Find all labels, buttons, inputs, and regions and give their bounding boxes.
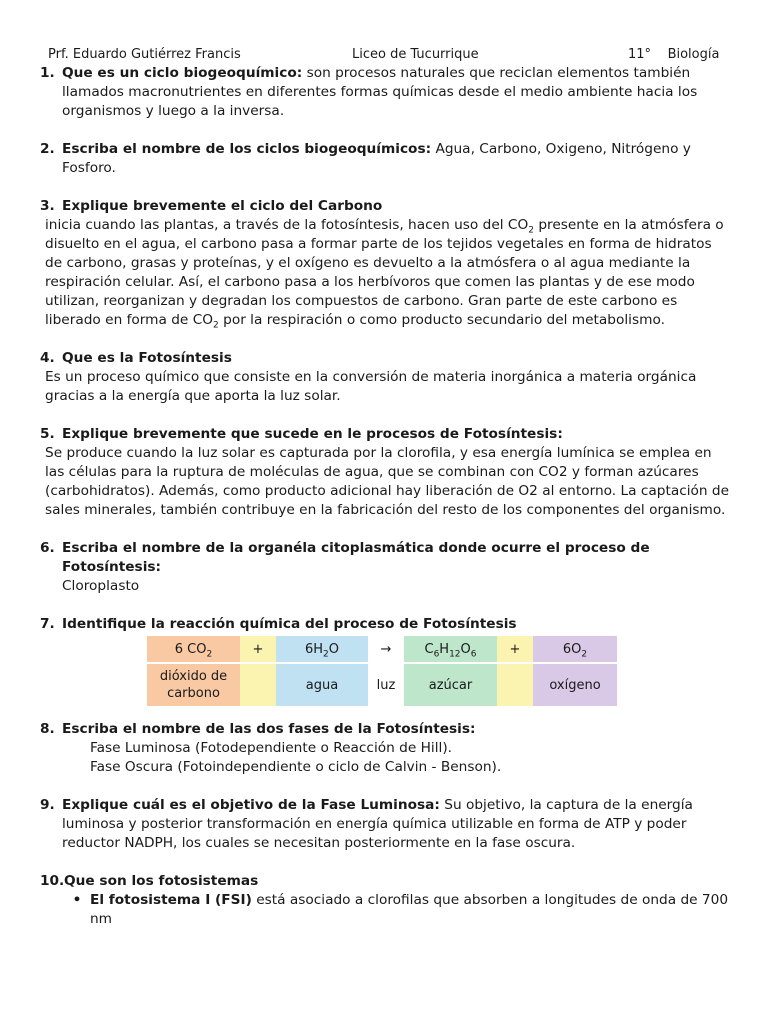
question-3 [40, 197, 730, 216]
question-number: 10. [40, 873, 65, 889]
teacher-name: Prf. Eduardo Gutiérrez Francis [48, 47, 241, 62]
question-10 [40, 872, 730, 891]
question-number: 6. [40, 540, 55, 556]
subject: Biología [667, 47, 720, 62]
question-number: 3. [40, 198, 55, 214]
question-title: Explique brevemente que sucede en le procesos de Fotosíntesis: [62, 426, 563, 442]
question-answer: Cloroplasto [62, 578, 140, 594]
question-number: 9. [40, 797, 55, 813]
question-number: 5. [40, 426, 55, 442]
phase-2: Fase Oscura (Fotoindependiente o ciclo de Calvin - Benson). [90, 759, 502, 775]
plus-sign: + [240, 636, 276, 663]
document-body [40, 64, 730, 929]
grade: 11° [628, 47, 652, 62]
question-5 [40, 425, 730, 444]
bullet-title: El fotosistema I (FSI) [90, 892, 252, 908]
phase-1: Fase Luminosa (Fotodependiente o Reacción de Hill). [90, 740, 453, 756]
question-number: 2. [40, 141, 55, 157]
co2-label: dióxido de carbono [147, 663, 240, 706]
question-answer: son procesos naturales que reciclan elementos también llamados macronutrientes en diferentes formas químicas desde el medio ambiente hacia los organismos y luego a la inversa. [62, 65, 698, 119]
question-number: 7. [40, 616, 55, 632]
question-answer: inicia cuando las plantas, a través de la fotosíntesis, hacen uso del $CO_2$ presente en la atmósfera o disuelto en el agua, el carbono pasa a formar parte de los tejidos vegetales en forma de hidratos de carbono, grasas y proteínas, y el oxígeno es devuelto a la atmósfera o al agua mediante la respiración celular. Así, el carbono pasa a los herbívoros que comen las plantas y de ese modo utilizan, reorganizan y degradan los compuestos de carbono. Gran parte de este carbono es liberado en forma de $CO_2$ por la respiración o como producto secundario del metabolismo. [45, 217, 724, 331]
question-8 [40, 720, 730, 739]
question-title: Escriba el nombre de las dos fases de la Fotosíntesis: [62, 721, 476, 737]
question-number: 1. [40, 65, 55, 81]
water-formula: $6H_2O$ [276, 636, 368, 663]
question-title: Que son los fotosistemas [64, 873, 259, 889]
water-label: agua [276, 663, 368, 706]
question-title: Explique cuál es el objetivo de la Fase Luminosa: [62, 797, 440, 813]
light-label: luz [368, 663, 404, 706]
bullet-text: está asociado a clorofilas que absorben a longitudes de onda de 700 nm [90, 892, 729, 927]
question-number: 8. [40, 721, 55, 737]
bullet-icon: • [72, 892, 82, 908]
oxygen-label: oxígeno [533, 663, 617, 706]
bullet-item [40, 891, 730, 929]
document-header [48, 46, 720, 64]
question-title: Escriba el nombre de los ciclos biogeoquímicos: [62, 141, 432, 157]
question-1 [40, 64, 730, 121]
sugar-label: azúcar [404, 663, 497, 706]
glucose-formula: $C_6H_{12}O_6$ [404, 636, 497, 663]
grade-subject [628, 46, 719, 64]
question-answer: Se produce cuando la luz solar es capturada por la clorofila, y esa energía lumínica se emplea en las células para la ruptura de moléculas de agua, que se combinan con CO2 y forman azúcares (carbohidratos). Además, como producto adicional hay liberación de O2 al entorno. La captación de sales minerales, también contribuye en la fabricación del resto de los componentes del organismo. [45, 445, 730, 518]
question-answer: Es un proceso químico que consiste en la conversión de materia inorgánica a materia orgánica gracias a la energía que aporta la luz solar. [45, 369, 697, 404]
question-4 [40, 349, 730, 368]
oxygen-formula: $6O_2$ [533, 636, 617, 663]
question-title: Que es la Fotosíntesis [62, 350, 232, 366]
question-9 [40, 796, 730, 853]
school-name: Liceo de Tucurrique [352, 47, 479, 62]
question-2 [40, 140, 730, 178]
question-title: Escriba el nombre de la organéla citoplasmática donde ocurre el proceso de Fotosíntesis: [62, 540, 650, 575]
co2-formula: 6 $CO_2$ [147, 636, 240, 663]
question-6 [40, 539, 730, 577]
question-title: Identifique la reacción química del proceso de Fotosíntesis [62, 616, 517, 632]
question-7 [40, 615, 730, 634]
question-title: Que es un ciclo biogeoquímico: [62, 65, 303, 81]
plus-sign: + [497, 636, 533, 663]
question-answer: Su objetivo, la captura de la energía luminosa y posterior transformación en energía química utilizable en forma de ATP y poder reductor NADPH, los cuales se necesitan posteriormente en la fase oscura. [62, 797, 693, 851]
question-number: 4. [40, 350, 55, 366]
question-title: Explique brevemente el ciclo del Carbono [62, 198, 383, 214]
reaction-arrow: → [368, 636, 404, 663]
question-answer: Agua, Carbono, Oxigeno, Nitrógeno y Fosforo. [62, 141, 691, 176]
photosynthesis-reaction-table [147, 636, 617, 706]
